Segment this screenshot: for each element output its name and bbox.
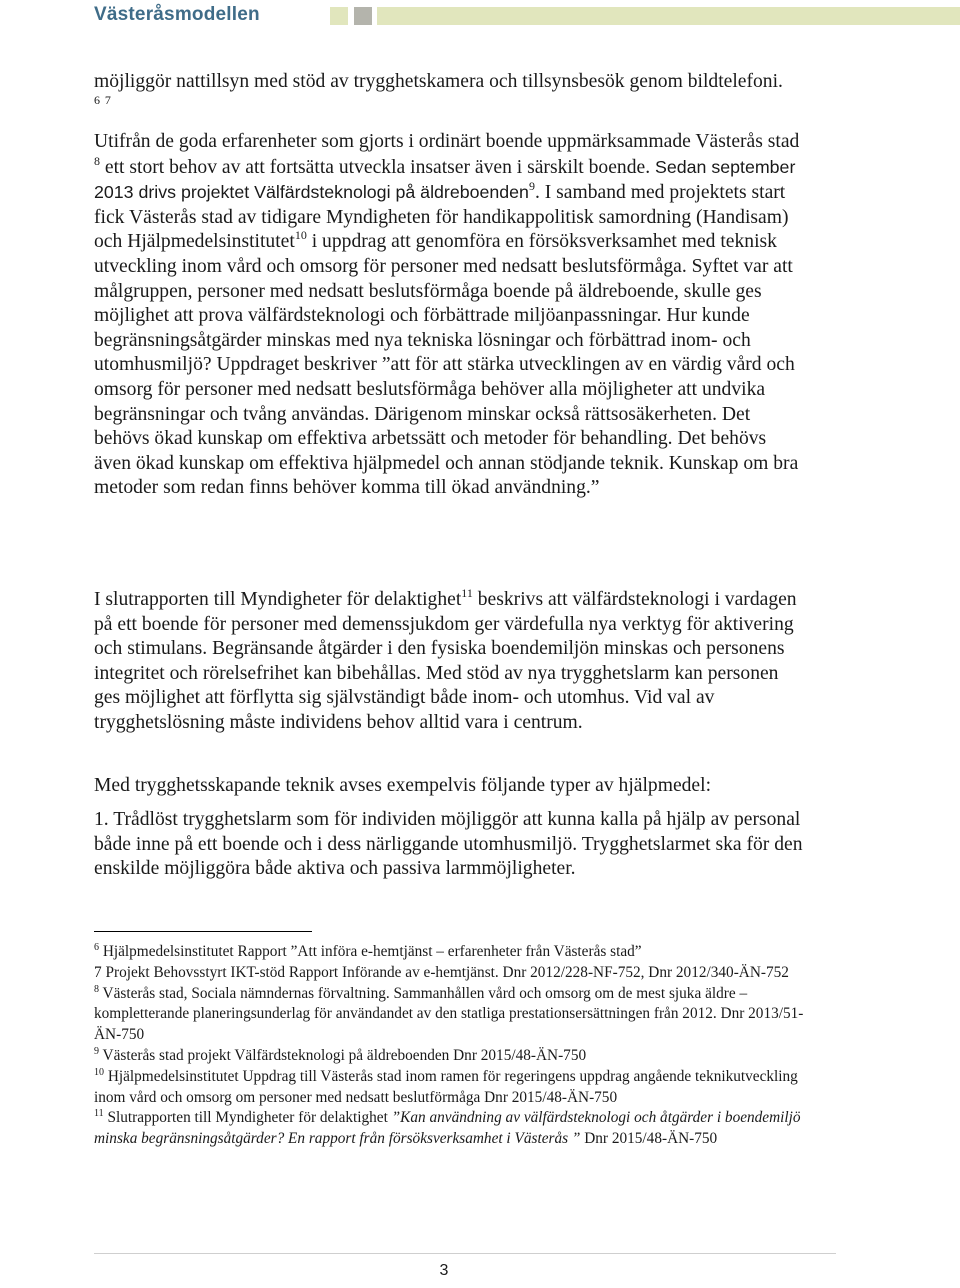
footnote-10 bbox=[94, 1067, 814, 1109]
paragraph-2 bbox=[94, 130, 804, 501]
footnote-6 bbox=[94, 942, 814, 963]
footnote-11-dnr: Dnr 2015/48-ÄN-750 bbox=[580, 1130, 718, 1148]
list-item-1 bbox=[94, 808, 804, 882]
paragraph-2-text-b: ett stort behov av att fortsätta utveckla insatser även i särskilt boende. bbox=[100, 156, 655, 178]
paragraph-3-text-a: I slutrapporten till Myndigheter för delaktighet bbox=[94, 589, 462, 610]
footnote-9 bbox=[94, 1046, 814, 1067]
paragraph-1 bbox=[94, 70, 804, 119]
footnote-ref-6[interactable]: 6 bbox=[94, 92, 100, 107]
footnote-10-text: Hjälpmedelsinstitutet Uppdrag till Västerås stad inom ramen för regeringens uppdrag angående teknikutveckling inom vård och omsorg om personer med nedsatt beslutförmåga Dnr 2015/48-ÄN-750 bbox=[94, 1067, 798, 1106]
footnote-11-text: Slutrapporten till Myndigheter för delaktighet bbox=[103, 1109, 392, 1127]
paragraph-2-text-d: . I samband med projektets start fick Västerås stad av tidigare Myndigheten för handikappolitisk samordning (Handisam) och Hjälpmedelsinstitutet bbox=[94, 182, 789, 253]
paragraph-3 bbox=[94, 588, 804, 736]
paragraph-3-text-b: beskrivs att välfärdsteknologi i vardagen på ett boende för personer med demenssjukdom ger värdefulla nya verktyg för aktivering och stimulans. Begränsande åtgärder i den fysiska boendemiljön minskas och personens integritet och rörelsefrihet kan bibehållas. Med stöd av nya trygghetslarm kan personen ges möjlighet att förflytta sig självständigt både inom- och utomhus. Vid val av trygghetslösning måste individens behov alltid vara i centrum. bbox=[94, 589, 797, 733]
footnote-11-italic-title: ”Kan användning av välfärdsteknologi och åtgärder i boendemiljö minska begränsningsåtgärder? En rapport från försöksverksamhet i Västerås ” bbox=[94, 1109, 801, 1148]
paragraph-4 bbox=[94, 774, 804, 799]
header-decor-square-gray bbox=[354, 7, 372, 25]
list-item-1-text: 1. Trådlöst trygghetslarm som för individen möjliggör att kunna kalla på hjälp av personal både inne på ett boende och i dess närliggande utomhusmiljö. Trygghetslarmet ska för den enskilde möjliggöra både aktiva och passiva larmmöjligheter. bbox=[94, 809, 803, 880]
paragraph-2-text-a: Utifrån de goda erfarenheter som gjorts i ordinärt boende uppmärksammade Västerås stad bbox=[94, 131, 800, 152]
page-number: 3 bbox=[439, 1262, 449, 1279]
footnote-9-num: 9 bbox=[94, 1045, 99, 1057]
footnote-8-text: Västerås stad, Sociala nämndernas förvaltning. Sammanhållen vård och omsorg om de mest sjuka äldre – kompletterande planeringsunderlag för användandet av den statliga prestationsersättningen från 2012. Dnr 2013/51-ÄN-750 bbox=[94, 984, 804, 1044]
paragraph-4-text: Med trygghetsskapande teknik avses exempelvis följande typer av hjälpmedel: bbox=[94, 775, 712, 796]
footnote-6-num: 6 bbox=[94, 942, 99, 953]
header-title: Västeråsmodellen bbox=[94, 4, 260, 25]
footnote-ref-10[interactable]: 10 bbox=[294, 228, 307, 243]
footnote-10-num: 10 bbox=[94, 1066, 104, 1078]
footnote-9-text: Västerås stad projekt Välfärdsteknologi på äldreboenden Dnr 2015/48-ÄN-750 bbox=[99, 1046, 587, 1064]
header-decor-square-light bbox=[330, 7, 348, 25]
header-decor-bar bbox=[377, 7, 960, 25]
footnote-ref-8[interactable]: 8 bbox=[94, 153, 100, 168]
footnote-6-text: Hjälpmedelsinstitutet Rapport ”Att införa e-hemtjänst – erfarenheter från Västerås stad” bbox=[99, 943, 642, 960]
footnote-7 bbox=[94, 963, 814, 984]
footnote-11 bbox=[94, 1108, 814, 1150]
footnote-ref-9[interactable]: 9 bbox=[528, 179, 535, 194]
footnote-11-num: 11 bbox=[94, 1108, 104, 1120]
paragraph-1-text: möjliggör nattillsyn med stöd av trygghetskamera och tillsynsbesök genom bildtelefoni. bbox=[94, 71, 783, 92]
footnote-8-num: 8 bbox=[94, 983, 99, 995]
footnote-7-text: 7 Projekt Behovsstyrt IKT-stöd Rapport Införande av e-hemtjänst. Dnr 2012/228-NF-752, Dnr 2012/340-ÄN-752 bbox=[94, 963, 789, 981]
paragraph-2-text-e: i uppdrag att genomföra en försöksverksamhet med teknisk utveckling inom vård och omsorg för personer med nedsatt beslutsförmåga. Syftet var att målgruppen, personer med nedsatt beslutsförmåga boende på äldreboende, skulle ges möjlighet att prova välfärdsteknologi och förbättrade miljöanpassningar. Hur kunde begränsningsåtgärder minskas med nya tekniska lösningar och förbättrad inom- och utomhusmiljö? Uppdraget beskriver ”att för att stärka utvecklingen av en värdig vård och omsorg för personer med nedsatt beslutsförmåga behöver alla möjligheter att undvika begränsningar och tvång användas. Därigenom minskar också rättsosäkerheten. Det behövs ökad kunskap om effektiva arbetssätt och metoder för behandling. Det behövs även ökad kunskap om effektiva hjälpmedel och annan stödjande teknik. Kunskap om bra metoder som redan finns behöver komma till ökad användning.” bbox=[94, 231, 799, 499]
footer-rule bbox=[94, 1253, 836, 1254]
footnote-ref-11[interactable]: 11 bbox=[461, 586, 473, 600]
footnote-ref-7[interactable]: 7 bbox=[104, 92, 111, 107]
paragraph-2-text-c: Sedan september 2013 drivs projektet Välfärdsteknologi på äldreboenden bbox=[94, 156, 796, 203]
footnote-8 bbox=[94, 984, 814, 1046]
footnotes bbox=[94, 942, 814, 1150]
footnote-separator bbox=[94, 931, 312, 932]
